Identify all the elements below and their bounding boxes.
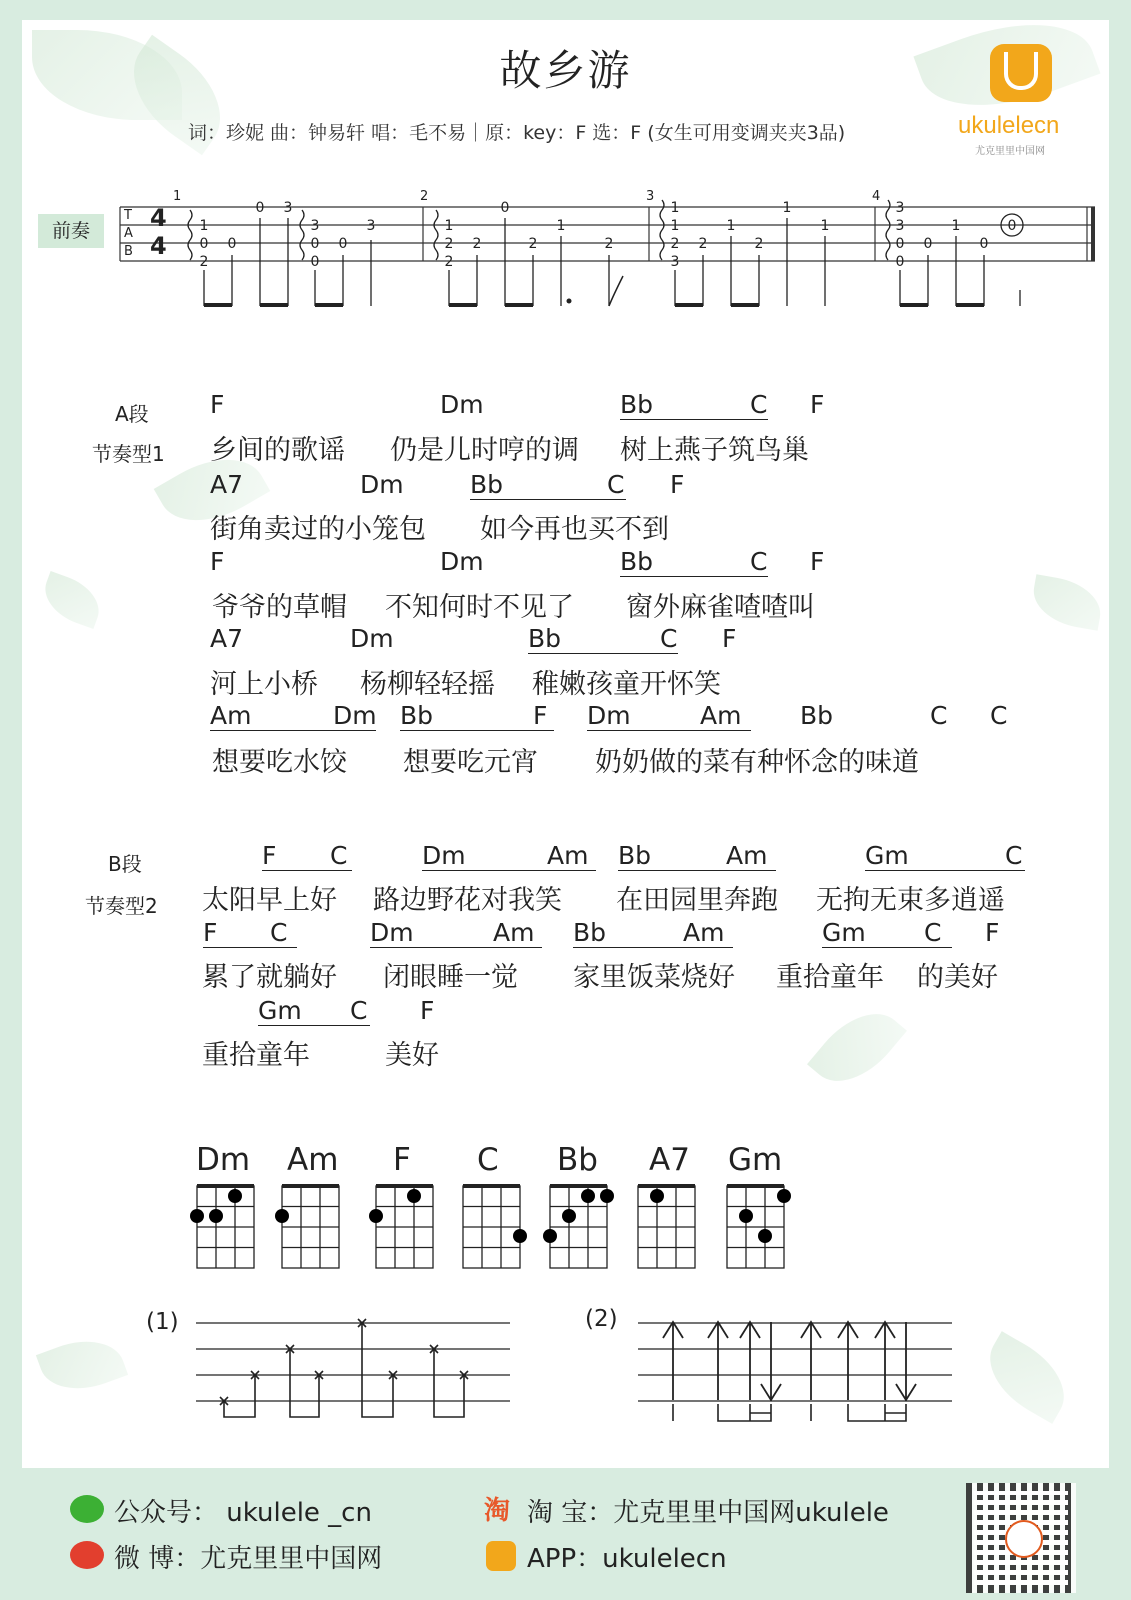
leaf-decoration <box>974 1331 1079 1424</box>
chord: Dm <box>587 701 751 731</box>
chord: C <box>660 624 678 653</box>
chord: Dm <box>360 470 404 499</box>
chord: C <box>750 547 768 576</box>
svg-text:1: 1 <box>782 200 792 216</box>
svg-text:0: 0 <box>895 236 905 252</box>
chord: Am <box>726 841 768 870</box>
chord: Bb <box>800 701 834 730</box>
chord: F <box>210 390 225 419</box>
chord: F <box>985 918 1000 947</box>
tab-fret-numbers <box>200 200 1017 270</box>
taobao-icon: 淘 <box>484 1496 511 1526</box>
svg-text:1: 1 <box>199 218 209 234</box>
svg-text:4: 4 <box>150 204 167 232</box>
chord-diagram-name: A7 <box>649 1142 690 1178</box>
svg-text:1: 1 <box>670 218 680 234</box>
lyric: 想要吃水饺 <box>212 747 347 778</box>
lyric: 河上小桥 <box>210 669 318 700</box>
chord-diagram-name: Dm <box>196 1142 251 1178</box>
leaf-decoration <box>807 995 907 1099</box>
pattern-2-label: (2) <box>585 1306 618 1332</box>
svg-text:1: 1 <box>951 218 961 234</box>
chord: Am <box>493 918 535 947</box>
svg-text:A: A <box>124 226 133 241</box>
lyric: 窗外麻雀喳喳叫 <box>626 592 815 623</box>
pattern-1-label: 节奏型1 <box>92 442 165 466</box>
chord: C <box>990 701 1008 730</box>
chord: A7 <box>210 624 244 653</box>
lyric: 稚嫩孩童开怀笑 <box>532 669 721 700</box>
svg-text:B: B <box>124 244 133 259</box>
lyric: 闭眼睡一觉 <box>383 962 518 993</box>
svg-text:0: 0 <box>895 254 905 270</box>
chord: Bb <box>620 547 768 577</box>
lyric: 无拘无束多逍遥 <box>816 885 1005 916</box>
svg-text:2: 2 <box>444 236 454 252</box>
measure-number: 4 <box>872 189 881 204</box>
lyric: 仍是儿时哼的调 <box>390 435 579 466</box>
svg-text:3: 3 <box>366 218 376 234</box>
svg-text:2: 2 <box>199 254 209 270</box>
svg-text:1: 1 <box>556 218 566 234</box>
taobao-qr-center-icon <box>1005 1520 1043 1558</box>
svg-text:3: 3 <box>310 218 320 234</box>
svg-text:1: 1 <box>670 200 680 216</box>
chord: C <box>1005 841 1023 870</box>
chord-diagram-name: C <box>477 1142 499 1178</box>
logo-brand: ukulelecn <box>958 112 1060 139</box>
footer-taobao: 淘 宝：尤克里里中国网ukulele <box>527 1498 889 1528</box>
lyric: 乡间的歌谣 <box>210 435 345 466</box>
footer-wechat: 公众号： ukulele _cn <box>114 1498 372 1528</box>
chord: Dm <box>350 624 394 653</box>
chord: Am <box>700 701 742 730</box>
song-title: 故乡游 <box>499 46 632 95</box>
lyric: 家里饭菜烧好 <box>573 962 735 993</box>
svg-text:0: 0 <box>923 236 933 252</box>
svg-text:4: 4 <box>150 232 167 260</box>
chord: A7 <box>210 470 244 499</box>
chord: F <box>722 624 737 653</box>
svg-text:2: 2 <box>604 236 614 252</box>
chord: Dm <box>440 547 484 576</box>
chord: F <box>533 701 548 730</box>
lyric: 在田园里奔跑 <box>616 885 778 916</box>
svg-text:2: 2 <box>444 254 454 270</box>
chord: Am <box>547 841 589 870</box>
intro-label: 前奏 <box>38 214 104 248</box>
wechat-icon <box>70 1495 104 1523</box>
svg-text:2: 2 <box>698 236 708 252</box>
svg-text:3: 3 <box>670 254 680 270</box>
chord: C <box>270 918 288 947</box>
chord: C <box>350 996 368 1025</box>
chord: F <box>420 996 435 1025</box>
logo-subtitle: 尤克里里中国网 <box>975 146 1045 157</box>
svg-text:3: 3 <box>283 200 293 216</box>
chord: C <box>330 841 348 870</box>
svg-text:1: 1 <box>726 218 736 234</box>
chord: Dm <box>370 918 542 948</box>
chord: Bb <box>528 624 678 654</box>
chord: Bb <box>620 390 768 420</box>
lyric: 累了就躺好 <box>202 962 337 993</box>
chord: C <box>607 470 625 499</box>
weibo-icon <box>70 1541 104 1569</box>
leaf-decoration <box>1029 574 1106 630</box>
lyric: 想要吃元宵 <box>403 747 538 778</box>
chord-diagram-name: Am <box>287 1142 339 1178</box>
chord: F <box>810 390 825 419</box>
lyric: 树上燕子筑鸟巢 <box>620 435 809 466</box>
svg-text:2: 2 <box>472 236 482 252</box>
measure-number: 2 <box>420 189 429 204</box>
svg-text:3: 3 <box>895 218 905 234</box>
lyric: 太阳早上好 <box>202 885 337 916</box>
chord: C <box>930 701 948 730</box>
lyric: 不知何时不见了 <box>385 592 574 623</box>
svg-text:2: 2 <box>528 236 538 252</box>
chord: Bb <box>573 918 733 948</box>
footer-app: APP：ukulelecn <box>527 1544 727 1574</box>
chord-diagram-name: F <box>393 1142 411 1178</box>
svg-text:0: 0 <box>1007 218 1017 234</box>
measure-number: 3 <box>646 189 655 204</box>
svg-text:2: 2 <box>670 236 680 252</box>
lyric: 奶奶做的菜有种怀念的味道 <box>595 747 919 778</box>
chord: Dm <box>440 390 484 419</box>
chord: F <box>810 547 825 576</box>
lyric: 杨柳轻轻摇 <box>360 669 495 700</box>
chord: Am <box>683 918 725 947</box>
pattern-1-label: (1) <box>146 1309 179 1335</box>
chord: Bb <box>618 841 776 871</box>
song-credits: 词：珍妮 曲：钟易轩 唱：毛不易｜原：key：F 选：F (女生可用变调夹夹3品) <box>188 122 846 144</box>
lyric: 如今再也买不到 <box>480 514 669 545</box>
lyric: 的美好 <box>917 962 998 993</box>
intro-tab-staff <box>0 0 1131 330</box>
svg-text:0: 0 <box>500 200 510 216</box>
chord-diagram-name: Bb <box>557 1142 598 1178</box>
svg-text:0: 0 <box>199 236 209 252</box>
chord: Am <box>210 701 376 731</box>
chord: F <box>670 470 685 499</box>
svg-text:0: 0 <box>338 236 348 252</box>
svg-text:0: 0 <box>255 200 265 216</box>
measure-number: 1 <box>173 189 182 204</box>
svg-text:T: T <box>124 208 132 223</box>
chord: F <box>262 841 352 871</box>
leaf-decoration <box>37 571 107 629</box>
lyric: 重拾童年 <box>202 1040 310 1071</box>
leaf-decoration <box>36 1328 128 1402</box>
svg-text:0: 0 <box>227 236 237 252</box>
app-icon <box>486 1541 516 1571</box>
chord: Bb <box>400 701 554 731</box>
lyric: 路边野花对我笑 <box>373 885 562 916</box>
footer-weibo: 微 博：尤克里里中国网 <box>114 1544 383 1574</box>
chord: Gm <box>258 996 370 1026</box>
section-a-label: A段 <box>115 402 149 426</box>
svg-text:3: 3 <box>895 200 905 216</box>
chord: F <box>210 547 225 576</box>
chord: Bb <box>470 470 626 500</box>
section-b-label: B段 <box>108 852 142 876</box>
chord: F <box>203 918 297 948</box>
lyric: 爷爷的草帽 <box>212 592 347 623</box>
svg-text:1: 1 <box>820 218 830 234</box>
svg-text:0: 0 <box>310 254 320 270</box>
chord: Dm <box>333 701 377 730</box>
lyric: 美好 <box>385 1040 439 1071</box>
chord: C <box>924 918 942 947</box>
chord: Gm <box>865 841 1025 871</box>
svg-text:2: 2 <box>754 236 764 252</box>
svg-text:0: 0 <box>310 236 320 252</box>
lyric: 重拾童年 <box>776 962 884 993</box>
chord-diagram-name: Gm <box>728 1142 783 1178</box>
svg-text:1: 1 <box>444 218 454 234</box>
pattern-2-label: 节奏型2 <box>85 894 158 918</box>
chord: Gm <box>822 918 952 948</box>
lyric: 街角卖过的小笼包 <box>210 514 426 545</box>
chord: C <box>750 390 768 419</box>
svg-text:0: 0 <box>979 236 989 252</box>
chord: Dm <box>422 841 596 871</box>
